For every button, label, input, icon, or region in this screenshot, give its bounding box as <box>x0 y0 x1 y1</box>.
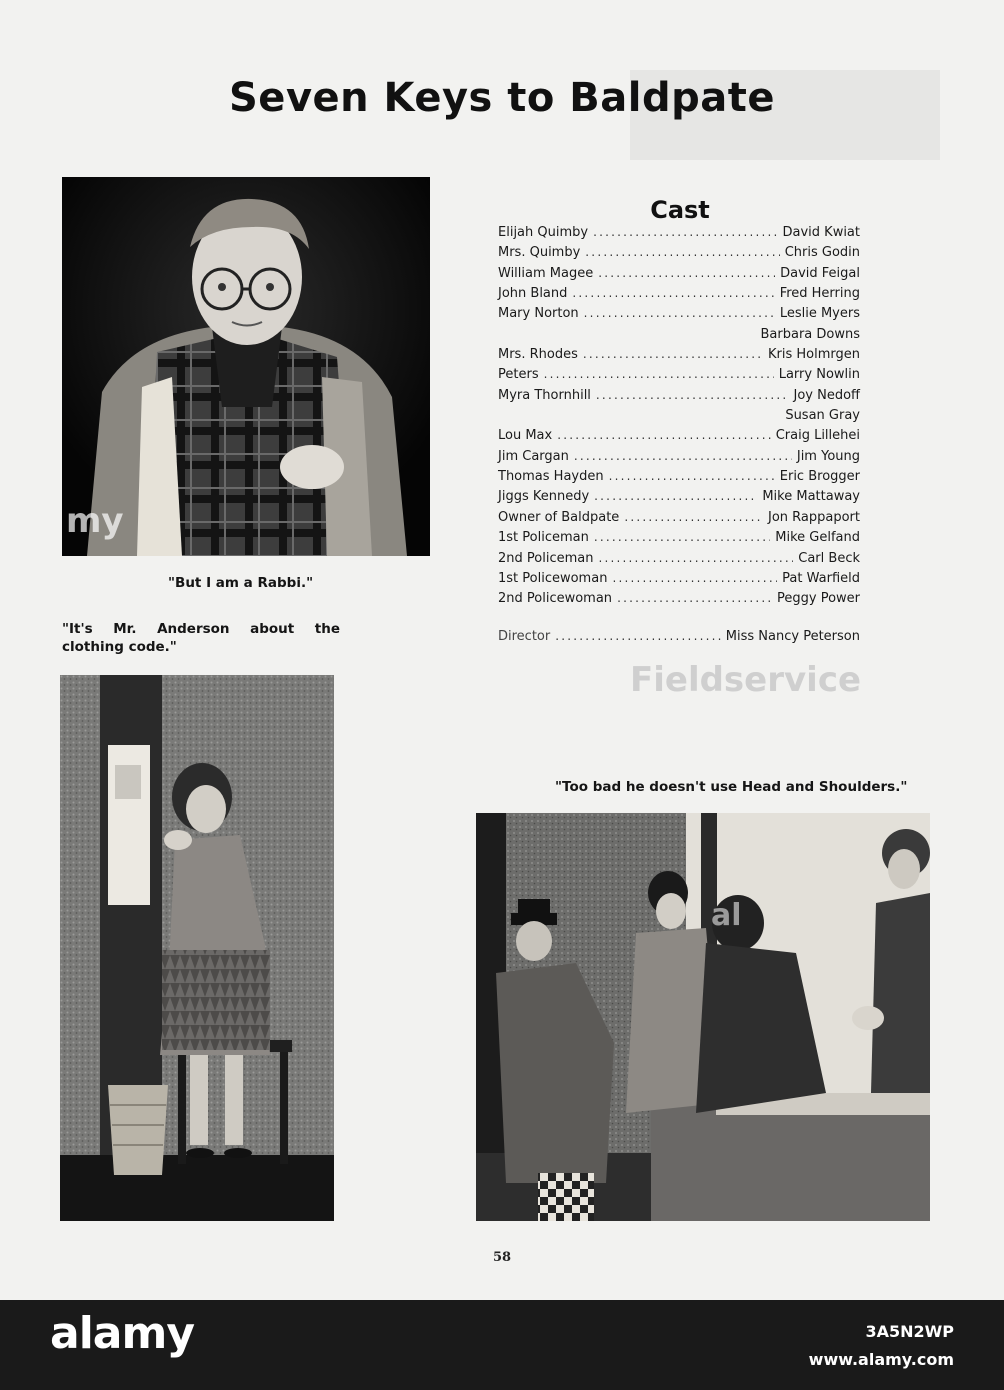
dot-leader <box>557 428 770 442</box>
dot-leader <box>584 306 775 320</box>
caption-rabbi: "But I am a Rabbi." <box>168 575 314 591</box>
cast-row <box>498 591 860 611</box>
photo-phone-girl <box>60 675 334 1221</box>
cast-role: Owner of Baldpate <box>498 509 620 525</box>
cast-actor: Kris Holmrgen <box>768 347 860 363</box>
director-name: Miss Nancy Peterson <box>725 628 860 644</box>
cast-row <box>498 388 860 408</box>
cast-actor: Carl Beck <box>798 550 860 566</box>
image-code: 3A5N2WP <box>865 1322 954 1341</box>
cast-actor: Barbara Downs <box>760 326 860 342</box>
dot-leader <box>555 629 721 643</box>
cast-actor: Eric Brogger <box>779 469 860 485</box>
cast-role: 1st Policeman <box>498 530 589 546</box>
cast-role: Mrs. Quimby <box>498 245 581 261</box>
watermark-logo: alamy <box>50 1308 194 1359</box>
cast-role: William Magee <box>498 265 594 281</box>
dot-leader <box>572 286 774 300</box>
cast-row <box>498 347 860 367</box>
dot-leader <box>598 551 793 565</box>
watermark-url: www.alamy.com <box>808 1350 954 1369</box>
cast-role: Jiggs Kennedy <box>498 489 590 505</box>
cast-row <box>498 225 860 245</box>
cast-heading: Cast <box>650 195 710 224</box>
cast-role: Peters <box>498 367 539 383</box>
cast-role: Jim Cargan <box>498 448 569 464</box>
cast-actor: Jim Young <box>796 448 860 464</box>
cast-role: Mary Norton <box>498 306 579 322</box>
cast-role: Myra Thornhill <box>498 387 591 403</box>
cast-actor: Pat Warfield <box>782 570 860 586</box>
cast-row <box>498 469 860 489</box>
photo-rabbi <box>62 177 430 556</box>
cast-row <box>498 530 860 550</box>
dot-leader <box>594 489 757 503</box>
cast-actor: Leslie Myers <box>779 306 860 322</box>
dot-leader <box>596 388 789 402</box>
director-label: Director <box>498 628 551 644</box>
cast-list <box>498 225 860 649</box>
cast-role: 1st Policewoman <box>498 570 608 586</box>
cast-role: Lou Max <box>498 428 553 444</box>
cast-row <box>498 286 860 306</box>
cast-row <box>498 428 860 448</box>
cast-row <box>498 367 860 387</box>
photo-group-scene <box>476 813 930 1221</box>
caption-anderson: "It's Mr. Anderson about the clothing code." <box>62 621 340 655</box>
cast-actor: Mike Mattaway <box>762 489 860 505</box>
cast-actor: Mike Gelfand <box>775 530 860 546</box>
dot-leader <box>612 571 777 585</box>
cast-actor: David Feigal <box>780 265 860 281</box>
cast-actor: Susan Gray <box>785 408 860 424</box>
dot-leader <box>609 469 775 483</box>
cast-role: Elijah Quimby <box>498 225 589 240</box>
cast-row <box>498 266 860 286</box>
cast-row <box>498 306 860 326</box>
cast-actor: Chris Godin <box>784 245 860 261</box>
director-row <box>498 629 860 649</box>
cast-row <box>498 551 860 571</box>
cast-actor: Larry Nowlin <box>778 367 860 383</box>
dot-leader <box>574 449 792 463</box>
cast-row <box>498 571 860 591</box>
page-number: 58 <box>492 1250 512 1265</box>
cast-row <box>498 245 860 265</box>
caption-head-shoulders: "Too bad he doesn't use Head and Shoulders." <box>555 779 908 795</box>
cast-actor: Jon Rappaport <box>768 509 860 525</box>
cast-role: John Bland <box>498 286 568 302</box>
cast-row <box>498 327 860 347</box>
cast-actor: Fred Herring <box>779 286 860 302</box>
dot-leader <box>624 510 763 524</box>
bleed-through-text: Fieldservice <box>630 660 862 700</box>
cast-actor: David Kwiat <box>782 225 860 240</box>
cast-role: Mrs. Rhodes <box>498 347 578 363</box>
cast-role: 2nd Policewoman <box>498 591 613 607</box>
cast-row <box>498 510 860 530</box>
dot-leader <box>585 245 779 259</box>
dot-leader <box>583 347 763 361</box>
cast-row <box>498 408 860 428</box>
svg-text:my: my <box>66 501 124 541</box>
watermark-bar <box>0 1300 1004 1390</box>
dot-leader <box>544 367 774 381</box>
cast-row <box>498 489 860 509</box>
page-title: Seven Keys to Baldpate <box>229 74 775 121</box>
cast-role: Thomas Hayden <box>498 469 604 485</box>
cast-row <box>498 449 860 469</box>
cast-actor: Peggy Power <box>776 591 860 607</box>
dot-leader <box>593 225 777 239</box>
dot-leader <box>594 530 770 544</box>
dot-leader <box>598 266 775 280</box>
cast-role: 2nd Policeman <box>498 550 594 566</box>
cast-actor: Joy Nedoff <box>793 387 860 403</box>
cast-actor: Craig Lillehei <box>775 428 860 444</box>
dot-leader <box>617 591 772 605</box>
svg-text:al: al <box>711 898 742 933</box>
